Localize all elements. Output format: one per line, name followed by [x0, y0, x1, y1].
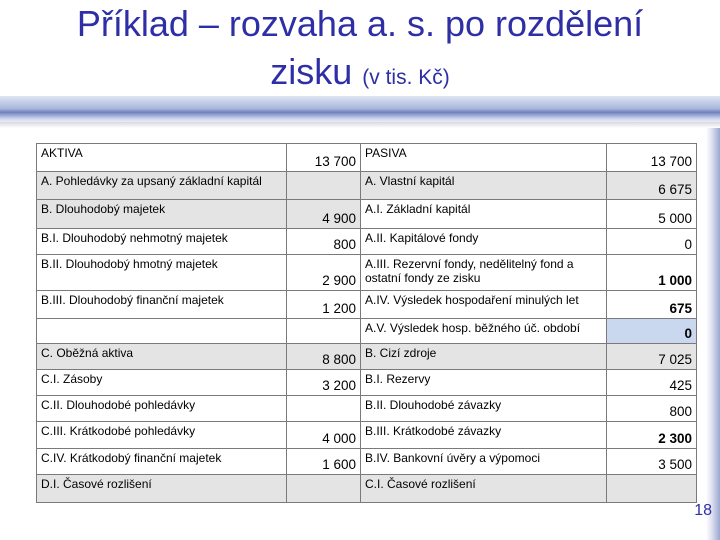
table-row	[37, 343, 697, 369]
slide-subtitle-units: (v tis. Kč)	[362, 66, 450, 89]
asset-value	[287, 319, 361, 343]
asset-value: 4 000	[287, 422, 361, 448]
decorative-bar-shadow	[0, 122, 720, 128]
asset-label: C.II. Dlouhodobé pohledávky	[37, 396, 287, 422]
liabilities-header: PASIVA	[361, 144, 607, 172]
table-row	[37, 319, 697, 343]
liability-label: A.I. Základní kapitál	[361, 200, 607, 228]
asset-value: 1 200	[287, 291, 361, 319]
table-row	[37, 254, 697, 290]
asset-value: 3 200	[287, 369, 361, 395]
slide-title-word: zisku	[270, 51, 353, 92]
asset-label: B. Dlouhodobý majetek	[37, 200, 287, 228]
asset-label: B.III. Dlouhodobý finanční majetek	[37, 291, 287, 319]
liability-value: 800	[607, 396, 697, 422]
asset-label: A. Pohledávky za upsaný základní kapitál	[37, 172, 287, 200]
table-row	[37, 448, 697, 474]
liability-label: A.II. Kapitálové fondy	[361, 228, 607, 254]
asset-label: B.II. Dlouhodobý hmotný majetek	[37, 254, 287, 290]
liability-label: A.III. Rezervní fondy, nedělitelný fond a ostatní fondy ze zisku	[361, 254, 607, 290]
liability-label: B.I. Rezervy	[361, 369, 607, 395]
liability-value: 7 025	[607, 343, 697, 369]
asset-value: 2 900	[287, 254, 361, 290]
table-row	[37, 396, 697, 422]
table-row	[37, 291, 697, 319]
asset-label: B.I. Dlouhodobý nehmotný majetek	[37, 228, 287, 254]
page-number: 18	[694, 502, 712, 519]
liabilities-total: 13 700	[607, 144, 697, 172]
liability-value: 2 300	[607, 422, 697, 448]
asset-value: 1 600	[287, 448, 361, 474]
decorative-header-bar	[0, 96, 720, 124]
liability-value: 0	[607, 319, 697, 343]
asset-value	[287, 474, 361, 502]
asset-label: C.IV. Krátkodobý finanční majetek	[37, 448, 287, 474]
asset-value	[287, 396, 361, 422]
asset-label: D.I. Časové rozlišení	[37, 474, 287, 502]
assets-header: AKTIVA	[37, 144, 287, 172]
liability-value: 3 500	[607, 448, 697, 474]
liability-label: B. Cizí zdroje	[361, 343, 607, 369]
liability-label: C.I. Časové rozlišení	[361, 474, 607, 502]
asset-value: 800	[287, 228, 361, 254]
liability-label: B.II. Dlouhodobé závazky	[361, 396, 607, 422]
liability-value	[607, 474, 697, 502]
asset-value	[287, 172, 361, 200]
asset-label: C. Oběžná aktiva	[37, 343, 287, 369]
liability-label: A.IV. Výsledek hospodaření minulých let	[361, 291, 607, 319]
liability-value: 0	[607, 228, 697, 254]
asset-label: C.I. Zásoby	[37, 369, 287, 395]
asset-value: 4 900	[287, 200, 361, 228]
slide-title-line1: Příklad – rozvaha a. s. po rozdělení	[76, 3, 644, 44]
liability-value: 425	[607, 369, 697, 395]
liability-label: B.IV. Bankovní úvěry a výpomoci	[361, 448, 607, 474]
liability-value: 1 000	[607, 254, 697, 290]
table-row	[37, 200, 697, 228]
table-row	[37, 144, 697, 172]
liability-value: 5 000	[607, 200, 697, 228]
table-row	[37, 369, 697, 395]
table-row	[37, 228, 697, 254]
table-row	[37, 474, 697, 502]
slide-title-line2	[0, 50, 720, 100]
asset-value: 8 800	[287, 343, 361, 369]
balance-sheet-table	[36, 143, 697, 503]
liability-label: B.III. Krátkodobé závazky	[361, 422, 607, 448]
table-row	[37, 422, 697, 448]
asset-label	[37, 319, 287, 343]
liability-value: 675	[607, 291, 697, 319]
liability-label: A. Vlastní kapitál	[361, 172, 607, 200]
liability-value: 6 675	[607, 172, 697, 200]
table-row	[37, 172, 697, 200]
decorative-side-bar	[706, 128, 720, 540]
liability-label: A.V. Výsledek hosp. běžného úč. období	[361, 319, 607, 343]
asset-label: C.III. Krátkodobé pohledávky	[37, 422, 287, 448]
assets-total: 13 700	[287, 144, 361, 172]
